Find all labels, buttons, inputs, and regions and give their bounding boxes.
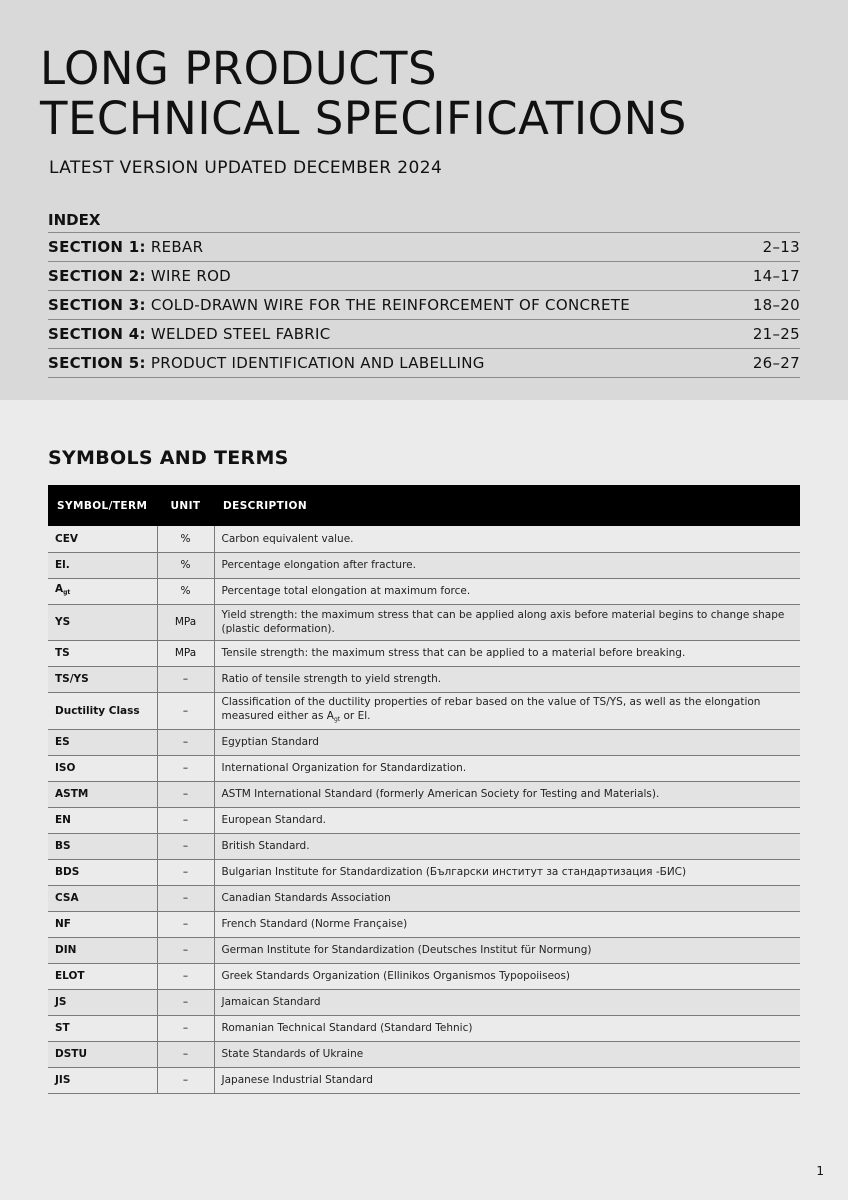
description-cell [214,1067,800,1093]
symbol-cell [48,604,157,640]
description-text: State Standards of Ukraine [221,1048,364,1060]
description-cell [214,729,800,755]
symbol-cell [48,552,157,578]
table-row [48,755,800,781]
unit-cell: – [157,833,214,859]
description-text: Canadian Standards Association [221,892,391,904]
description-cell [214,640,800,666]
symbol-cell [48,911,157,937]
description-cell [214,911,800,937]
symbols-title: SYMBOLS AND TERMS [48,447,289,469]
table-row [48,640,800,666]
index-section-name: REBAR [150,238,204,256]
description-cell [214,885,800,911]
description-cell [214,807,800,833]
title-line-2: TECHNICAL SPECIFICATIONS [40,92,687,145]
symbol-cell [48,833,157,859]
index-section-name: WELDED STEEL FABRIC [150,325,331,343]
index-section-pages: 21–25 [752,325,800,343]
index-row [48,349,800,378]
description-text: French Standard (Norme Française) [221,918,408,930]
table-row [48,989,800,1015]
unit-cell: – [157,692,214,729]
symbol-text: Ductility Class [55,704,140,717]
symbol-text: BDS [55,866,80,878]
table-row [48,781,800,807]
description-cell [214,781,800,807]
table-row [48,1015,800,1041]
table-row [48,885,800,911]
description-tail: or El. [340,709,371,722]
unit-cell: % [157,578,214,604]
description-text: Percentage elongation after fracture. [221,559,416,571]
table-row [48,578,800,604]
symbol-cell [48,1041,157,1067]
symbol-cell [48,692,157,729]
table-row [48,911,800,937]
index-section-label: SECTION 4: [48,325,146,343]
symbol-text: ELOT [55,970,85,982]
description-cell [214,666,800,692]
unit-cell: – [157,859,214,885]
symbol-cell [48,1067,157,1093]
symbol-text: BS [55,840,71,852]
symbol-text: A [55,583,64,595]
table-row [48,604,800,640]
symbol-cell [48,1015,157,1041]
index-section-label: SECTION 2: [48,267,146,285]
description-cell [214,1041,800,1067]
index-row [48,233,800,262]
symbol-cell [48,526,157,552]
index-heading: INDEX [48,210,800,233]
unit-cell: – [157,729,214,755]
index-section-name: PRODUCT IDENTIFICATION AND LABELLING [150,354,485,372]
description-cell [214,526,800,552]
description-cell [214,552,800,578]
description-text: Egyptian Standard [221,736,319,748]
unit-cell: – [157,1067,214,1093]
description-cell [214,989,800,1015]
unit-cell: – [157,807,214,833]
unit-cell: MPa [157,640,214,666]
unit-cell: – [157,989,214,1015]
description-text: Carbon equivalent value. [221,532,354,545]
page-number: 1 [816,1164,824,1178]
unit-cell: – [157,755,214,781]
column-header-symbol: SYMBOL/TERM [57,499,148,512]
unit-cell: – [157,1041,214,1067]
unit-cell: % [157,552,214,578]
description-text: Tensile strength: the maximum stress that can be applied to a material before breaking. [221,647,686,659]
description-cell [214,755,800,781]
symbol-cell [48,989,157,1015]
description-cell [214,859,800,885]
unit-cell: – [157,781,214,807]
index-section-label: SECTION 5: [48,354,146,372]
unit-cell: % [157,526,214,552]
description-text: Classification of the ductility properties of rebar based on the value of TS/YS, as well as the elongation measured either as A [221,695,761,722]
symbol-text: JS [55,996,67,1008]
index-section-name: COLD-DRAWN WIRE FOR THE REINFORCEMENT OF CONCRETE [150,296,630,314]
description-subscript: gt [334,715,341,723]
index-section-name: WIRE ROD [150,267,232,285]
unit-cell: MPa [157,604,214,640]
symbol-cell [48,666,157,692]
page-title [40,44,687,144]
table-row [48,666,800,692]
unit-cell: – [157,1015,214,1041]
description-text: British Standard. [221,840,310,852]
description-text: International Organization for Standardization. [221,762,467,774]
symbol-text: ISO [55,762,76,774]
description-text: European Standard. [221,814,326,826]
description-cell [214,1015,800,1041]
index-section-pages: 14–17 [752,267,800,285]
symbol-cell [48,755,157,781]
table-row [48,692,800,729]
symbol-text: DIN [55,944,77,956]
unit-cell: – [157,911,214,937]
unit-cell: – [157,666,214,692]
symbol-subscript: gt [63,589,71,596]
description-text: Greek Standards Organization (Ellinikos Organismos Typopoiiseos) [221,970,571,982]
description-text: Japanese Industrial Standard [221,1074,373,1086]
table-row [48,552,800,578]
index-row [48,320,800,349]
symbol-text: El. [55,559,70,571]
description-cell [214,604,800,640]
symbol-cell [48,937,157,963]
symbols-table [48,485,800,1094]
symbol-text: ES [55,736,70,748]
description-text: Romanian Technical Standard (Standard Tehnic) [221,1022,473,1034]
description-text: ASTM International Standard (formerly American Society for Testing and Materials). [221,788,660,800]
column-header-unit: UNIT [170,499,201,512]
symbol-text: ASTM [55,788,89,800]
symbol-text: JIS [55,1074,71,1086]
symbol-cell [48,781,157,807]
table-row [48,937,800,963]
index-section-pages: 26–27 [752,354,800,372]
description-text: Bulgarian Institute for Standardization (Български институт за стандартизация -БИС) [221,866,687,878]
description-cell [214,937,800,963]
table-row [48,1067,800,1093]
unit-cell: – [157,963,214,989]
index-section-pages: 18–20 [752,296,800,314]
index-section [48,238,203,256]
table-row [48,833,800,859]
title-line-1: LONG PRODUCTS [40,42,438,95]
symbol-text: CEV [55,532,79,545]
index-row [48,262,800,291]
symbol-text: YS [55,616,71,628]
symbol-cell [48,885,157,911]
symbol-cell [48,578,157,604]
symbol-text: TS [55,647,70,659]
description-cell [214,578,800,604]
symbol-cell [48,859,157,885]
index-row [48,291,800,320]
description-text: German Institute for Standardization (Deutsches Institut für Normung) [221,944,592,956]
description-text: Ratio of tensile strength to yield strength. [221,673,442,685]
index-section-pages: 2–13 [762,238,800,256]
index-section-label: SECTION 1: [48,238,146,256]
description-text: Percentage total elongation at maximum force. [221,585,471,597]
index-section-label: SECTION 3: [48,296,146,314]
symbol-text: CSA [55,892,79,904]
symbol-cell [48,963,157,989]
table-row [48,729,800,755]
symbol-text: NF [55,918,71,930]
symbol-cell [48,807,157,833]
unit-cell: – [157,937,214,963]
symbol-cell [48,729,157,755]
column-header-description: DESCRIPTION [223,499,308,512]
table-row [48,807,800,833]
index-section [48,325,331,343]
index-section [48,354,485,372]
symbol-cell [48,640,157,666]
table-row [48,859,800,885]
symbol-text: EN [55,814,71,826]
unit-cell: – [157,885,214,911]
description-text: Yield strength: the maximum stress that can be applied along axis before material begins to change shape (plastic deformation). [221,609,785,635]
page-subtitle: LATEST VERSION UPDATED DECEMBER 2024 [49,158,443,178]
symbol-text: ST [55,1022,70,1034]
description-text: Jamaican Standard [221,996,321,1008]
index-list [48,210,800,378]
description-cell [214,692,800,729]
table-row [48,1041,800,1067]
index-section [48,296,630,314]
symbol-text: TS/YS [55,673,89,685]
table-header-row [48,485,800,526]
table-row [48,526,800,552]
table-row [48,963,800,989]
description-cell [214,833,800,859]
index-section [48,267,231,285]
description-cell [214,963,800,989]
symbol-text: DSTU [55,1048,87,1060]
